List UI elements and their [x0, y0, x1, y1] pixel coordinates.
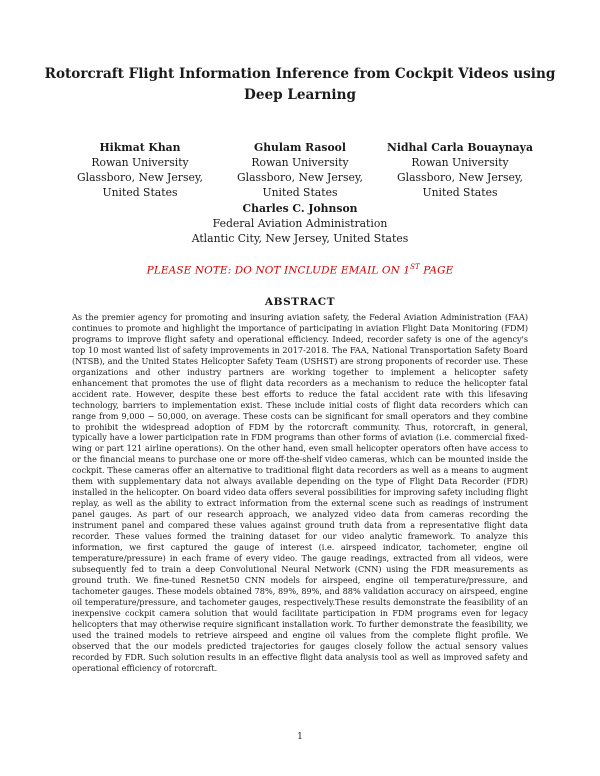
author-location: Glassboro, New Jersey, [237, 171, 363, 184]
abstract-body: As the premier agency for promoting and insuring aviation safety, the Federal Aviation Administration (FAA) continues to promote and highlight the importance of participating in aviation Flight Data Monitoring (FDM) programs to improve flight safety and operational efficiency. Indeed, recorder safety is one of the agency's top 10 most wanted list of safety improvements in 2017-2018. The FAA, National Transportation Safety Board (NTSB), and the United States Helicopter Safety Team (USHST) are strong proponents of recorder use. These organizations and other industry partners are working together to implement a helicopter safety enhancement that promotes the use of flight data recorders as a mechanism to reduce the helicopter fatal accident rate. However, despite these best efforts to reduce the fatal accident rate with this lifesaving technology, barriers to implementation exist. These include initial costs of flight data recorders which can range from 9,000 − 50,000, on average. These costs can be significant for small operators and they combine to prohibit the widespread adoption of FDM by the rotorcraft community. Thus, rotorcraft, in general, typically have a lower participation rate in FDM programs than other forms of aviation (i.e. commercial fixed-wing or part 121 airline operations). On the other hand, even small helicopter operators often have access to or the financial means to purchase one or more off-the-shelf video cameras, which can be mounted inside the cockpit. These cameras offer an alternative to traditional flight data recorders as well as a means to augment them with supplementary data not always available depending on the type of Flight Data Recorder (FDR) installed in the helicopter. On board video data offers several possibilities for improving safety including flight replay, as well as the ability to extract information from the external scene such as readings of instrument panel gauges. As part of our research approach, we analyzed video data from cameras recording the instrument panel and compared these values against ground truth data from a representative flight data recorder. These values formed the training dataset for our video analytic framework. To analyze this information, we first captured the gauge of interest (i.e. airspeed indicator, tachometer, engine oil temperature/pressure) in each frame of every video. The gauge readings, extracted from all videos, were subsequently fed to train a deep Convolutional Neural Network (CNN) using the FDR measurements as ground truth. We fine-tuned Resnet50 CNN models for airspeed, engine oil temperature/pressure, and tachometer gauges. These models obtained 78%, 89%, 89%, and 88% validation accuracy on airspeed, engine oil temperature/pressure, and tachometer gauges, respectively.These results demonstrate the feasibility of an inexpensive cockpit camera solution that would facilitate participation in FDM programs even for legacy helicopters that may otherwise require significant installation work. To further demonstrate the feasibility, we used the trained models to retrieve airspeed and engine oil values from the complete flight profile. We observed that the our models predicted trajectories for gauges closely follow the actual sensory values recorded by FDR. Such solution results in an effective flight data analysis tool as well as improved safety and operational efficiency of rotorcraft. [72, 312, 528, 673]
author-affiliation: Rowan University [251, 156, 349, 169]
author-name: Hikmat Khan [99, 141, 181, 154]
author-row [60, 140, 540, 200]
author-country: United States [102, 186, 178, 199]
abstract-heading: ABSTRACT [264, 296, 336, 308]
author-block [60, 140, 220, 200]
formatting-note [40, 263, 560, 277]
author-affiliation: Rowan University [411, 156, 509, 169]
author-country: United States [422, 186, 498, 199]
note-superscript: ST [410, 263, 420, 271]
author-affiliation: Federal Aviation Administration [212, 217, 388, 230]
author-location: Glassboro, New Jersey, [397, 171, 523, 184]
author-country: United States [262, 186, 338, 199]
author-name: Charles C. Johnson [242, 202, 358, 215]
paper-title: Rotorcraft Flight Information Inference from Cockpit Videos using Deep Learning [44, 66, 556, 103]
page-number: 1 [297, 732, 303, 742]
author-block [380, 140, 540, 200]
author-block [220, 140, 380, 200]
note-text-end: PAGE [419, 264, 454, 277]
author-location: Atlantic City, New Jersey, United States [191, 232, 409, 245]
note-text: PLEASE NOTE: DO NOT INCLUDE EMAIL ON 1 [146, 264, 411, 277]
author-location: Glassboro, New Jersey, [77, 171, 203, 184]
author-name: Ghulam Rasool [253, 141, 346, 154]
author-affiliation: Rowan University [91, 156, 189, 169]
author-name: Nidhal Carla Bouaynaya [387, 141, 533, 154]
author-block [150, 201, 450, 246]
